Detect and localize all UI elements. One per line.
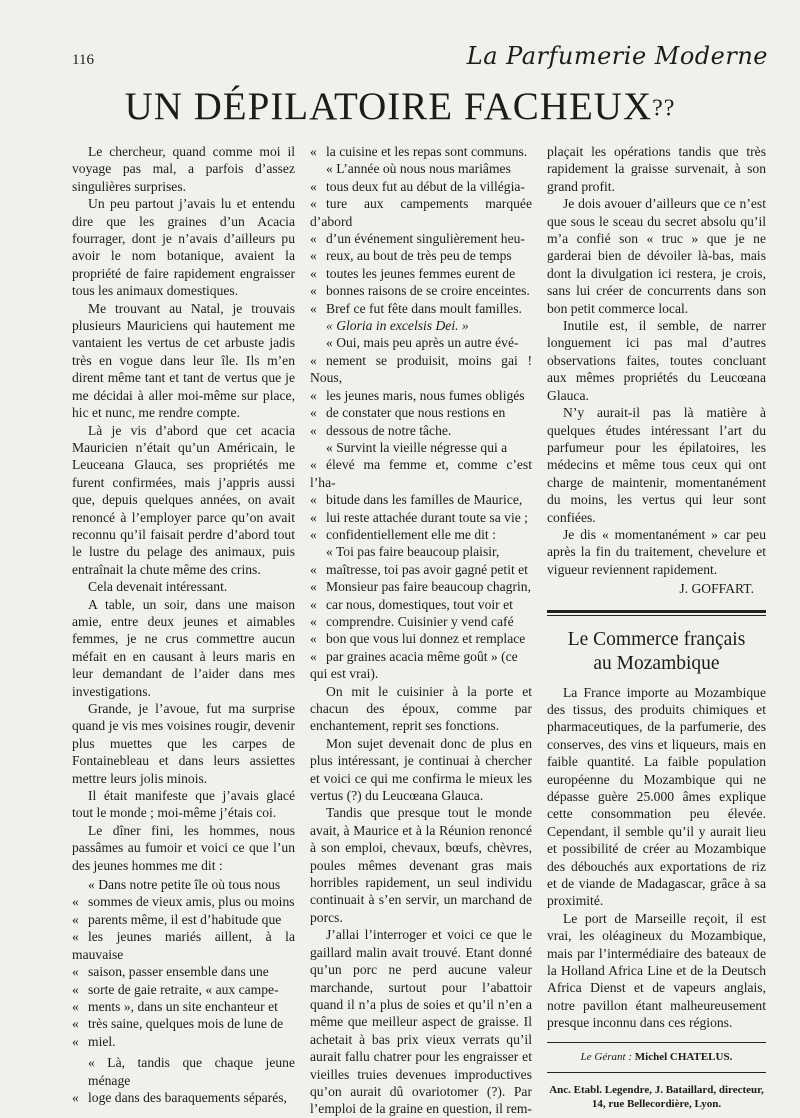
paragraph: Il était manifeste que j’avais glacé tout le monde ; moi-même j’étais coi.	[72, 788, 295, 821]
quote-line: « Monsieur pas faire beaucoup chagrin,	[310, 579, 531, 595]
quote-line: « tous deux fut au début de la villégia-	[310, 178, 525, 194]
page-number: 116	[72, 52, 94, 68]
publisher-manager	[547, 1042, 766, 1073]
printer-line: Anc. Etabl. Legendre, J. Bataillard, directeur,	[549, 1084, 764, 1097]
paragraph: Là je vis d’abord que cet acacia Mauricien n’était qu’un Américain, le Leuceana Glauca, ses propriétés me furent confirmées, mais j’appris aussi que, depuis quelques années, on avait renoncé à l’employer parce qu’on avait reconnu qu’il faisait perdre d’abord tout le lustre du pelage des animaux, puis entraînait la chute même des crins.	[72, 422, 295, 577]
sidebar-article-title	[547, 628, 766, 676]
quote-block	[72, 876, 295, 1106]
section-divider	[547, 610, 766, 613]
article-title-text: UN DÉPILATOIRE FACHEUX	[124, 85, 653, 128]
paragraph: Je dis « momentanément » car peu après la fin du traitement, chevelure et vigueur reviennent rapidement.	[547, 526, 766, 577]
quote-line: « les jeunes maris, nous fumes obligés	[310, 387, 525, 403]
paragraph: Mon sujet devenait donc de plus en plus intéressant, je continuai à chercher et voici ce qui me confirma le mieux les vertus (?) du Leucœana Glauca.	[310, 735, 532, 804]
article-title	[0, 84, 800, 129]
quote-line: « la cuisine et les repas sont communs.	[310, 144, 528, 159]
quote-line-text: nement se produisit, moins gai ! Nous,	[310, 352, 532, 386]
quote-line: « dessous de notre tâche.	[310, 422, 452, 438]
quote-line-text: de constater que nous restions en	[326, 405, 506, 421]
section-divider	[547, 615, 766, 616]
quote-line: « Dans notre petite île où tous nous	[88, 877, 281, 893]
manager-name: Michel CHATELUS.	[634, 1050, 733, 1063]
quote-line-text: ture aux campements marquée d’abord	[310, 196, 532, 229]
quote-line-text: très saine, quelques mois de lune de	[88, 1016, 284, 1032]
quote-line: « confidentiellement elle me dit :	[310, 526, 496, 542]
quote-line: « d’un événement singulièrement heu-	[310, 231, 525, 247]
paragraph: Le chercheur, quand comme moi il voyage pas mal, a parfois d’assez singulières surprises.	[72, 144, 295, 194]
quote-line: qui est vrai).	[310, 666, 379, 682]
quote-line-text: parents même, il est d’habitude que	[88, 911, 282, 927]
paragraph: Cela devenait intéressant.	[88, 579, 228, 595]
printer-info	[547, 1083, 766, 1111]
quote-line-text: Bref ce fut fête dans moult familles.	[326, 300, 522, 316]
quote-line-text: bonnes raisons de se croire enceintes.	[326, 283, 530, 299]
paragraph: plaçait les opérations tandis que très rapidement la graisse survenait, à son grand profit.	[547, 144, 766, 194]
quote-line: « toutes les jeunes femmes eurent de	[310, 265, 516, 281]
quote-line: « bon que vous lui donnez et remplace	[310, 631, 526, 647]
paragraph: Grande, je l’avoue, fut ma surprise quand je vis mes voisines rougir, devenir plus muettes que les carpes de Fontainebleau et dans leurs assiettes mettre leurs jolis minois.	[72, 701, 295, 786]
quote-line-text: bitude dans les familles de Maurice,	[326, 492, 523, 508]
quote-line: « Là, tandis que chaque jeune ménage	[88, 1055, 295, 1088]
quote-line: « ture aux campements marquée d’abord	[310, 196, 532, 229]
quote-line-text: car nous, domestiques, tout voir et	[326, 596, 513, 612]
quote-line: « sorte de gaie retraite, « aux campe-	[72, 981, 279, 997]
article-title-marks: ??	[652, 95, 676, 122]
quote-line: « nement se produisit, moins gai ! Nous,	[310, 352, 532, 386]
quote-line: « de constater que nous restions en	[310, 405, 506, 421]
quote-line-text: les jeunes maris, nous fumes obligés	[326, 387, 525, 403]
quote-line-text: maîtresse, toi pas avoir gagné petit et	[326, 561, 528, 577]
quote-line: « Toi pas faire beaucoup plaisir,	[326, 544, 500, 560]
quote-line-text: sorte de gaie retraite, « aux campe-	[88, 981, 279, 997]
sidebar-title-line: Le Commerce français	[567, 628, 746, 650]
quote-line-text: la cuisine et les repas sont communs.	[326, 144, 528, 159]
quote-line-text: Monsieur pas faire beaucoup chagrin,	[326, 579, 531, 595]
quote-line: « saison, passer ensemble dans une	[72, 964, 269, 980]
paragraph: Un peu partout j’avais lu et entendu dire que les graines d’un Acacia fourrager, dont je n’avais d’ailleurs pu avoir le nom botanique, avaient la propriété de faire rapidement engraisser tous les animaux domestiques.	[72, 196, 295, 299]
quote-line: « Oui, mais peu après un autre évé-	[326, 335, 519, 351]
quote-line: « Survint la vieille négresse qui a	[326, 439, 508, 455]
printer-line: 14, rue Bellecordière, Lyon.	[591, 1098, 722, 1111]
quote-line: « parents même, il est d’habitude que	[72, 911, 282, 927]
quote-line-text: d’un événement singulièrement heu-	[326, 231, 525, 247]
quote-line-text: lui reste attachée durant toute sa vie ;	[326, 509, 528, 525]
quote-line: « élevé ma femme et, comme c’est l’ha-	[310, 457, 532, 490]
paragraph: Me trouvant au Natal, je trouvais plusieurs Mauriciens qui hautement me vantaient les vertus de cet arbuste jadis très en vogue dans leur île. Ils m’en dirent même tant et tant de vertus que je me décidai à aller moi-même sur place, hic et nunc, me rendre compte.	[72, 300, 295, 421]
quote-line: « les jeunes mariés aillent, à la mauvaise	[72, 929, 295, 962]
quote-line-text: par graines acacia même goût » (ce	[326, 648, 518, 664]
quote-line-text: saison, passer ensemble dans une	[88, 964, 269, 980]
quote-line-text: tous deux fut au début de la villégia-	[326, 178, 525, 194]
quote-line: « par graines acacia même goût » (ce	[310, 648, 518, 664]
column-3	[547, 143, 766, 1111]
quote-line: « Bref ce fut fête dans moult familles.	[310, 300, 522, 316]
paragraph: J’allai l’interroger et voici ce que le gaillard malin avait trouvé. Etant donné qu’un porc ne perd aucune valeur marchande, surtout pour l’abattoir quand il n’a plus de soies et qu’il n’en a même que meilleur aspect de graisse. Il achetait à bas prix vieux verrats qu’il aurait fallu chatrer pour les engraisser et vieilles truies devenues improductives qu’on aurait dû ovariotomer (?). Par l’emploi de la graine en question, il rem-	[310, 927, 532, 1117]
column-1	[72, 143, 295, 1106]
article-signature: J. GOFFART.	[679, 581, 754, 597]
quote-line-text: sommes de vieux amis, plus ou moins	[88, 894, 295, 910]
paragraph: Je dois avouer d’ailleurs que ce n’est que sous le sceau du secret absolu qu’il m’a confié son « truc » que je ne garderai bien de dévoiler là-bas, mais dont la divulgation ici restera, je crois, sans lui créer de concurrents dans son bon petit commerce local.	[547, 196, 766, 316]
quote-line-text: toutes les jeunes femmes eurent de	[326, 265, 516, 281]
quote-line-gloria: « Gloria in excelsis Dei. »	[326, 318, 469, 334]
journal-masthead: La Parfumerie Moderne	[466, 42, 768, 70]
quote-line-text: ments », dans un site enchanteur et	[88, 998, 278, 1014]
paragraph: N’y aurait-il pas là matière à quelques études intéressant l’art du parfumeur pour les épilatoires, les médecins et même tous ceux qui ont charge de maintenir, momentanément du moins, les vertus qui leur sont confiées.	[547, 405, 766, 525]
paragraph: Inutile est, il semble, de narrer longuement ici pas mal d’autres observations faites, toutes concluant aux mêmes propriétés du Leucœana Glauca.	[547, 318, 766, 403]
quote-line-text: élevé ma femme et, comme c’est l’ha-	[310, 457, 532, 490]
quote-line-text: confidentiellement elle me dit :	[326, 526, 496, 542]
paragraph: Le port de Marseille reçoit, il est vrai, les oléagineux du Mozambique, mais par l’intermédiaire des bateaux de la Holland Africa Line et de la Deutsch Africa Dienst et de vapeurs anglais, notre pavillon étant malheureusement presque inconnu dans ces régions.	[547, 910, 766, 1031]
quote-line-text: dessous de notre tâche.	[326, 422, 452, 438]
quote-line: « reux, au bout de très peu de temps	[310, 248, 512, 264]
quote-line-text: miel.	[88, 1033, 116, 1049]
quote-line: « ments », dans un site enchanteur et	[72, 998, 278, 1014]
quote-line-text: reux, au bout de très peu de temps	[326, 248, 512, 264]
manager-label: Le Gérant :	[580, 1050, 632, 1063]
quote-line-text: comprendre. Cuisinier y vend café	[326, 613, 514, 629]
quote-line-text: bon que vous lui donnez et remplace	[326, 631, 526, 647]
quote-line: « très saine, quelques mois de lune de	[72, 1016, 284, 1032]
column-2	[310, 143, 532, 1118]
paragraph: A table, un soir, dans une maison amie, entre deux jeunes et aimables femmes, je ne crus commettre aucun méfait en en causant à leurs maris en leur demandant de l’aider dans mes investigations.	[72, 596, 295, 699]
paragraph: On mit le cuisinier à la porte et chacun des époux, comme par enchantement, reprit ses fonctions.	[310, 683, 532, 734]
quote-line-text: loge dans des baraquements séparés,	[88, 1089, 287, 1105]
quote-line: « maîtresse, toi pas avoir gagné petit et	[310, 561, 528, 577]
paragraph: Le dîner fini, les hommes, nous passâmes au fumoir et voici ce que l’un des jeunes hommes me dit :	[72, 822, 295, 873]
sidebar-title-line: au Mozambique	[593, 652, 720, 674]
quote-line: « sommes de vieux amis, plus ou moins	[72, 894, 295, 910]
quote-line: « bitude dans les familles de Maurice,	[310, 492, 523, 508]
quote-line-text: les jeunes mariés aillent, à la mauvaise	[72, 929, 295, 962]
quote-line: « loge dans des baraquements séparés,	[72, 1089, 287, 1105]
quote-line: « lui reste attachée durant toute sa vie ;	[310, 509, 528, 525]
quote-line: « car nous, domestiques, tout voir et	[310, 596, 513, 612]
quote-line: « comprendre. Cuisinier y vend café	[310, 613, 514, 629]
paragraph: Tandis que presque tout le monde avait, à Maurice et à la Réunion renoncé à son emploi, chevaux, bœufs, chèvres, poules mêmes devenant gras mais horribles rapidement, un seul individu continuait à s’en servir, un marchand de porcs.	[310, 805, 532, 925]
quote-line: « L’année où nous nous mariâmes	[326, 161, 511, 177]
quote-line: « miel.	[72, 1033, 116, 1049]
paragraph: La France importe au Mozambique des tissus, des produits chimiques et pharmaceutiques, de la parfumerie, des conserves, des vins et liqueurs, mais en faible quantité. La faible population européenne du Mozambique qui ne dépasse guère 25.000 âmes explique cette consommation peu élevée. Cependant, il semble qu’il y aurait lieu et possibilité de créer au Mozambique des débouchés aux exportations de riz et de viande de Madagascar, grâce à sa proximité.	[547, 684, 766, 909]
quote-line: « bonnes raisons de se croire enceintes.	[310, 283, 530, 299]
